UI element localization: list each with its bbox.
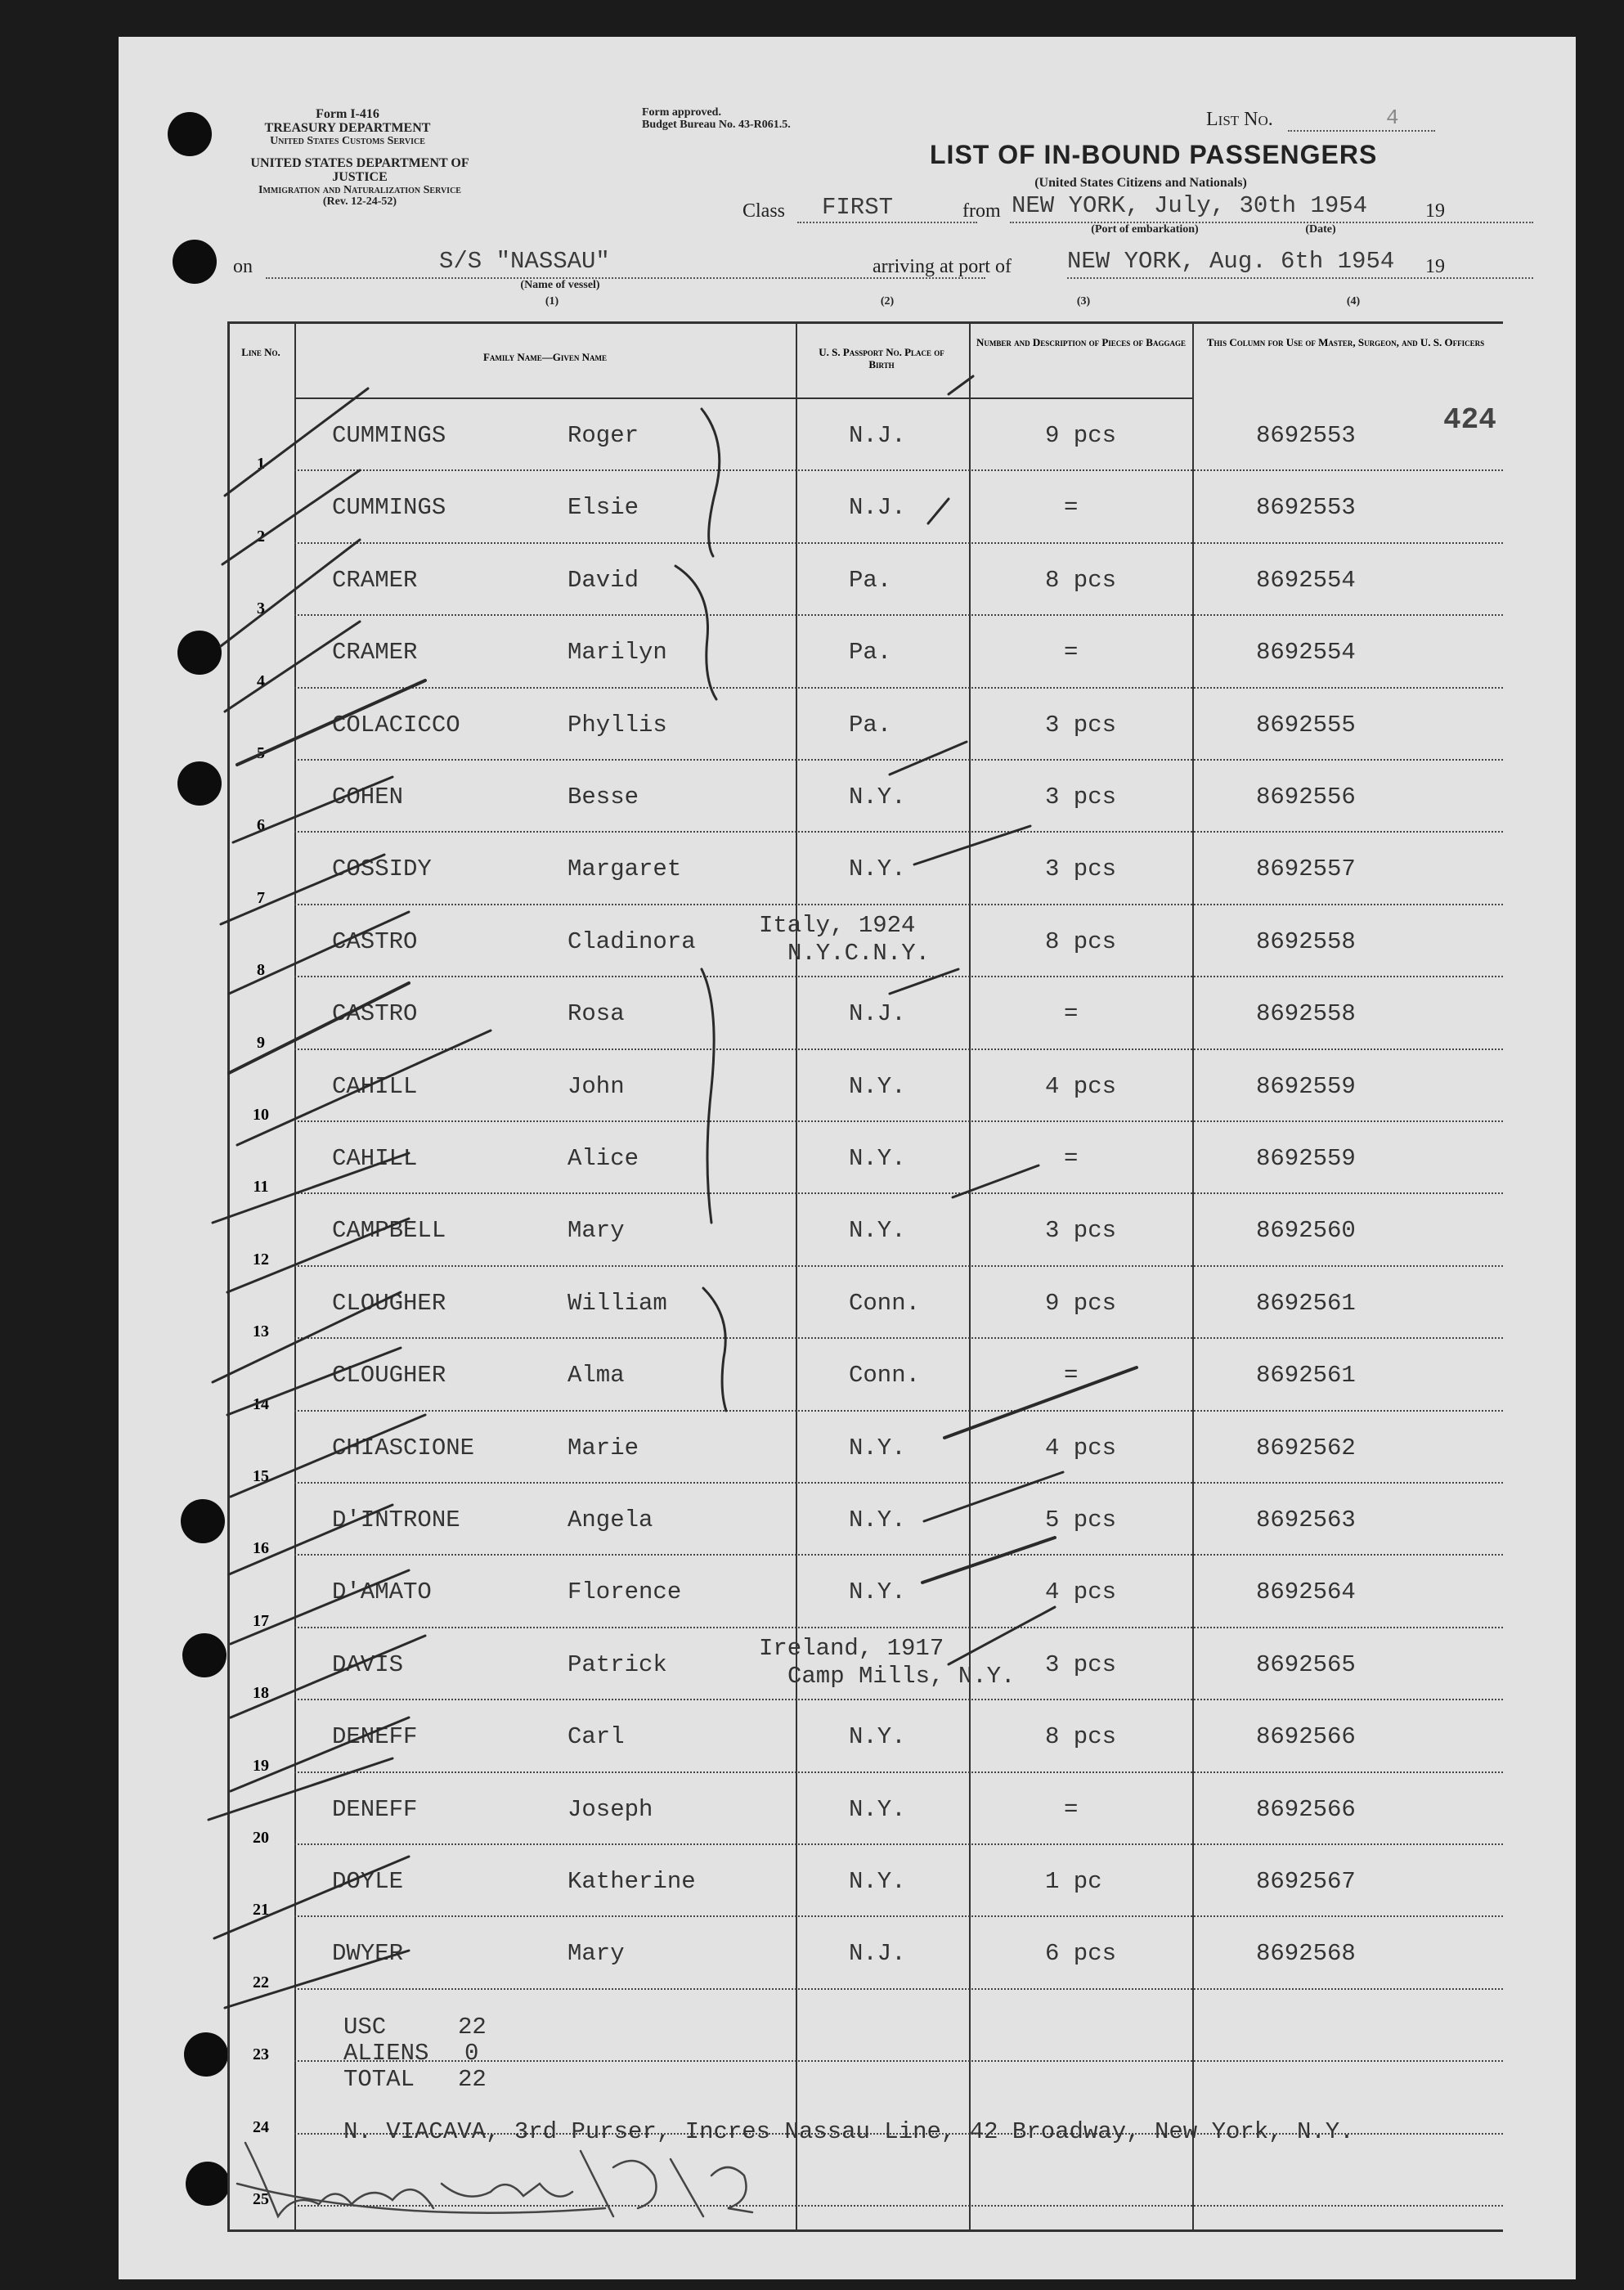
line-number: 13 <box>253 1322 269 1341</box>
family-name: COLACICCO <box>332 711 460 739</box>
family-name: CAHILL <box>332 1145 418 1172</box>
line-number: 14 <box>253 1394 269 1413</box>
stamp-number: 424 <box>1443 403 1496 437</box>
pen-slash <box>922 1538 1055 1583</box>
place-of-birth: Pa. <box>849 566 892 594</box>
baggage-count: 3 pcs <box>1045 784 1117 810</box>
col-head-officers: This Column for Use of Master, Surgeon, and U. S. Officers <box>1206 336 1485 348</box>
line-number: 5 <box>257 744 265 762</box>
pen-tick <box>231 1718 409 1791</box>
officer-number: 8692564 <box>1256 1578 1356 1606</box>
officer-number: 8692563 <box>1256 1506 1356 1533</box>
officer-number: 8692556 <box>1256 784 1356 810</box>
officer-number: 8692558 <box>1256 1000 1356 1028</box>
pen-tick <box>237 680 425 765</box>
place-of-birth: N.J. <box>849 494 906 522</box>
col-head-name: Family Name—Given Name <box>482 351 607 363</box>
given-name: Phyllis <box>568 711 667 739</box>
baggage-count: = <box>1064 1145 1079 1172</box>
officer-number: 8692562 <box>1256 1434 1356 1462</box>
pen-slash <box>890 969 958 994</box>
family-bracket <box>703 1288 726 1411</box>
officer-number: 8692554 <box>1256 566 1356 594</box>
pen-slash <box>953 1165 1039 1197</box>
line-number: 17 <box>253 1611 269 1630</box>
family-name: CLOUGHER <box>332 1362 446 1390</box>
family-name: DAVIS <box>332 1650 404 1678</box>
pen-slash <box>924 1472 1063 1521</box>
pen-slash <box>949 376 973 394</box>
given-name: Cladinora <box>568 927 696 955</box>
from-value: NEW YORK, July, 30th 1954 <box>1012 192 1368 219</box>
class-value: FIRST <box>822 194 894 221</box>
customs-service: United States Customs Service <box>270 134 425 147</box>
line-number: 9 <box>257 1033 265 1052</box>
pen-slash <box>914 826 1030 864</box>
class-label: Class <box>742 200 786 222</box>
pen-tick <box>229 983 409 1073</box>
pen-tick <box>221 855 384 924</box>
place-of-birth: Pa. <box>849 639 892 667</box>
page-title: LIST OF IN-BOUND PASSENGERS <box>930 140 1378 169</box>
line-number: 19 <box>253 1756 269 1775</box>
arriving-value: NEW YORK, Aug. 6th 1954 <box>1067 248 1395 275</box>
line-number: 11 <box>253 1178 269 1197</box>
line-number: 15 <box>253 1467 269 1485</box>
line-number: 16 <box>253 1539 269 1558</box>
pen-tick <box>229 912 409 994</box>
baggage-count: = <box>1064 1362 1079 1390</box>
col-num-2: (2) <box>880 295 895 308</box>
line-number: 7 <box>257 888 265 907</box>
officer-number: 8692559 <box>1256 1072 1356 1100</box>
family-name: DENEFF <box>332 1723 418 1751</box>
officer-number: 8692561 <box>1256 1289 1356 1317</box>
place-of-birth: Pa. <box>849 711 892 739</box>
place-of-birth: N.Y. <box>849 1795 906 1823</box>
col-head-line: Line No. <box>241 346 280 358</box>
pen-tick <box>233 777 393 842</box>
line-number: 3 <box>257 599 265 618</box>
pen-tick <box>227 1219 409 1292</box>
officer-number: 8692554 <box>1256 639 1356 667</box>
family-name: CUMMINGS <box>332 422 446 449</box>
justice-dept: UNITED STATES DEPARTMENT OF JUSTICE <box>250 156 469 184</box>
baggage-count: 8 pcs <box>1045 927 1117 955</box>
family-name: CRAMER <box>332 639 418 667</box>
officer-number: 8692565 <box>1256 1650 1356 1678</box>
baggage-count: 8 pcs <box>1045 566 1117 594</box>
family-bracket <box>702 969 714 1223</box>
date-caption: (Date) <box>1305 223 1336 236</box>
birth-origin-note: Italy, 1924 <box>759 911 916 939</box>
place-of-birth: N.Y. <box>849 1506 906 1533</box>
given-name: Joseph <box>568 1795 653 1823</box>
baggage-count: 8 pcs <box>1045 1723 1117 1751</box>
pen-tick <box>213 1153 409 1223</box>
place-of-birth: N.Y. <box>849 784 906 810</box>
officer-number: 8692555 <box>1256 711 1356 739</box>
ins-service: Immigration and Naturalization Service <box>258 183 461 196</box>
on-label: on <box>233 256 253 277</box>
baggage-count: 3 pcs <box>1045 855 1117 883</box>
family-name: CAHILL <box>332 1072 418 1100</box>
line-number: 21 <box>253 1901 269 1920</box>
pen-tick <box>231 1636 425 1718</box>
family-name: CASTRO <box>332 927 418 955</box>
baggage-count: 3 pcs <box>1045 711 1117 739</box>
baggage-count: 4 pcs <box>1045 1072 1117 1100</box>
place-of-birth: N.Y. <box>849 1723 906 1751</box>
baggage-count: 6 pcs <box>1045 1940 1117 1968</box>
baggage-count: 5 pcs <box>1045 1506 1117 1533</box>
baggage-count: 4 pcs <box>1045 1578 1117 1606</box>
place-of-birth: N.Y. <box>849 1145 906 1172</box>
revision: (Rev. 12-24-52) <box>322 195 397 209</box>
place-of-birth: Conn. <box>849 1289 921 1317</box>
given-name: Besse <box>568 784 639 810</box>
place-of-birth: N.Y. <box>849 1217 906 1245</box>
family-name: D'AMATO <box>332 1578 432 1606</box>
line-number: 8 <box>257 961 265 980</box>
port-embark-caption: (Port of embarkation) <box>1091 223 1199 236</box>
pen-slash <box>949 1607 1055 1664</box>
place-of-birth: N.Y. <box>849 1868 906 1895</box>
aliens-label: ALIENS <box>343 2040 429 2067</box>
pen-slash <box>890 742 967 775</box>
list-no-value: 4 <box>1386 106 1399 130</box>
given-name: Patrick <box>568 1650 667 1678</box>
pen-tick <box>213 1292 401 1382</box>
given-name: David <box>568 566 639 594</box>
col-head-passport: U. S. Passport No. Place of Birth <box>819 346 944 370</box>
usc-value: 22 <box>458 2014 487 2041</box>
line-number: 12 <box>253 1250 269 1268</box>
line-number: 25 <box>253 2190 269 2208</box>
pen-tick <box>227 1348 401 1415</box>
officer-number: 8692553 <box>1256 422 1356 449</box>
family-name: DOYLE <box>332 1868 404 1895</box>
family-name: COSSIDY <box>332 855 432 883</box>
place-of-birth: N.Y. <box>849 1578 906 1606</box>
aliens-value: 0 <box>464 2040 479 2067</box>
officer-number: 8692557 <box>1256 855 1356 883</box>
pen-tick <box>237 1030 491 1145</box>
treasury-dept: TREASURY DEPARTMENT <box>264 120 431 135</box>
line-number: 18 <box>253 1684 269 1703</box>
baggage-count: 4 pcs <box>1045 1434 1117 1462</box>
given-name: Margaret <box>568 855 682 883</box>
given-name: Elsie <box>568 494 639 522</box>
given-name: Marilyn <box>568 639 667 667</box>
line-number: 24 <box>253 2117 269 2136</box>
given-name: Angela <box>568 1506 653 1533</box>
pen-tick <box>225 622 360 712</box>
family-name: D'INTRONE <box>332 1506 460 1533</box>
pen-tick <box>231 1415 425 1497</box>
place-of-birth: N.Y.C.N.Y. <box>787 939 931 967</box>
family-name: CAMPBELL <box>332 1217 446 1245</box>
family-name: COHEN <box>332 784 404 810</box>
pen-tick <box>229 1505 393 1574</box>
line-number: 20 <box>253 1829 269 1847</box>
col-num-1: (1) <box>545 295 559 308</box>
officer-number: 8692568 <box>1256 1940 1356 1968</box>
given-name: Carl <box>568 1723 625 1751</box>
family-name: CUMMINGS <box>332 494 446 522</box>
year-suffix: 19 <box>1425 200 1445 222</box>
line-number: 4 <box>257 671 265 690</box>
col-head-baggage: Number and Description of Pieces of Baggage <box>976 336 1186 348</box>
place-of-birth: N.J. <box>849 1940 906 1968</box>
year-suffix-2: 19 <box>1425 256 1445 277</box>
pen-tick <box>214 1857 409 1938</box>
pen-slash <box>928 499 949 523</box>
officer-number: 8692560 <box>1256 1217 1356 1245</box>
arriving-label: arriving at port of <box>873 256 1012 277</box>
family-name: CHIASCIONE <box>332 1434 475 1462</box>
pen-tick <box>221 540 360 646</box>
line-number: 6 <box>257 816 265 835</box>
baggage-count: 9 pcs <box>1045 1289 1117 1317</box>
given-name: Alma <box>568 1362 625 1390</box>
baggage-count: = <box>1064 494 1079 522</box>
baggage-count: = <box>1064 639 1079 667</box>
family-bracket <box>702 409 720 556</box>
officer-number: 8692566 <box>1256 1723 1356 1751</box>
given-name: Roger <box>568 422 639 449</box>
vessel-value: S/S "NASSAU" <box>439 248 610 275</box>
given-name: Mary <box>568 1940 625 1968</box>
given-name: William <box>568 1289 667 1317</box>
place-of-birth: N.J. <box>849 1000 906 1028</box>
line-number: 2 <box>257 527 265 546</box>
family-name: CLOUGHER <box>332 1289 446 1317</box>
officer-number: 8692553 <box>1256 494 1356 522</box>
baggage-count: 3 pcs <box>1045 1217 1117 1245</box>
page-subtitle: (United States Citizens and Nationals) <box>1034 176 1247 190</box>
official-signature-icon <box>229 2126 801 2233</box>
given-name: Marie <box>568 1434 639 1462</box>
line-number: 22 <box>253 1973 269 1991</box>
given-name: John <box>568 1072 625 1100</box>
officer-number: 8692561 <box>1256 1362 1356 1390</box>
col-num-3: (3) <box>1076 295 1091 308</box>
birth-origin-note: Ireland, 1917 <box>759 1634 944 1662</box>
place-of-birth: N.J. <box>849 422 906 449</box>
baggage-count: 1 pc <box>1045 1868 1102 1895</box>
place-of-birth: N.Y. <box>849 1072 906 1100</box>
pen-slash <box>944 1367 1137 1438</box>
baggage-count: = <box>1064 1000 1079 1028</box>
pen-tick <box>231 1570 409 1644</box>
baggage-count: = <box>1064 1795 1079 1823</box>
officer-number: 8692566 <box>1256 1795 1356 1823</box>
pen-tick <box>222 470 360 564</box>
line-number: 1 <box>257 455 265 474</box>
family-name: CRAMER <box>332 566 418 594</box>
purser-line: N. VIACAVA, 3rd Purser, Incres Nassau Line, 42 Broadway, New York, N.Y. <box>343 2118 1354 2145</box>
place-of-birth: Conn. <box>849 1362 921 1390</box>
form-approved: Form approved. <box>642 106 721 119</box>
usc-label: USC <box>343 2014 387 2041</box>
given-name: Alice <box>568 1145 639 1172</box>
baggage-count: 9 pcs <box>1045 422 1117 449</box>
given-name: Katherine <box>568 1868 696 1895</box>
from-label: from <box>962 200 1001 222</box>
place-of-birth: Camp Mills, N.Y. <box>787 1662 1016 1690</box>
budget-no: Budget Bureau No. 43-R061.5. <box>642 118 791 131</box>
given-name: Rosa <box>568 1000 625 1028</box>
place-of-birth: N.Y. <box>849 1434 906 1462</box>
col-num-4: (4) <box>1346 295 1361 308</box>
officer-number: 8692558 <box>1256 927 1356 955</box>
family-name: DWYER <box>332 1940 404 1968</box>
family-name: DENEFF <box>332 1795 418 1823</box>
line-number: 23 <box>253 2045 269 2064</box>
baggage-count: 3 pcs <box>1045 1650 1117 1678</box>
officer-number: 8692559 <box>1256 1145 1356 1172</box>
form-number: Form I-416 <box>316 107 379 121</box>
given-name: Mary <box>568 1217 625 1245</box>
place-of-birth: N.Y. <box>849 855 906 883</box>
pen-tick <box>225 1951 409 2008</box>
officer-number: 8692567 <box>1256 1868 1356 1895</box>
given-name: Florence <box>568 1578 682 1606</box>
family-bracket <box>675 566 716 699</box>
total-value: 22 <box>458 2066 487 2093</box>
total-label: TOTAL <box>343 2066 415 2093</box>
family-name: CASTRO <box>332 1000 418 1028</box>
vessel-caption: (Name of vessel) <box>520 279 600 291</box>
line-number: 10 <box>253 1106 269 1124</box>
list-no-label: List No. <box>1206 109 1273 130</box>
